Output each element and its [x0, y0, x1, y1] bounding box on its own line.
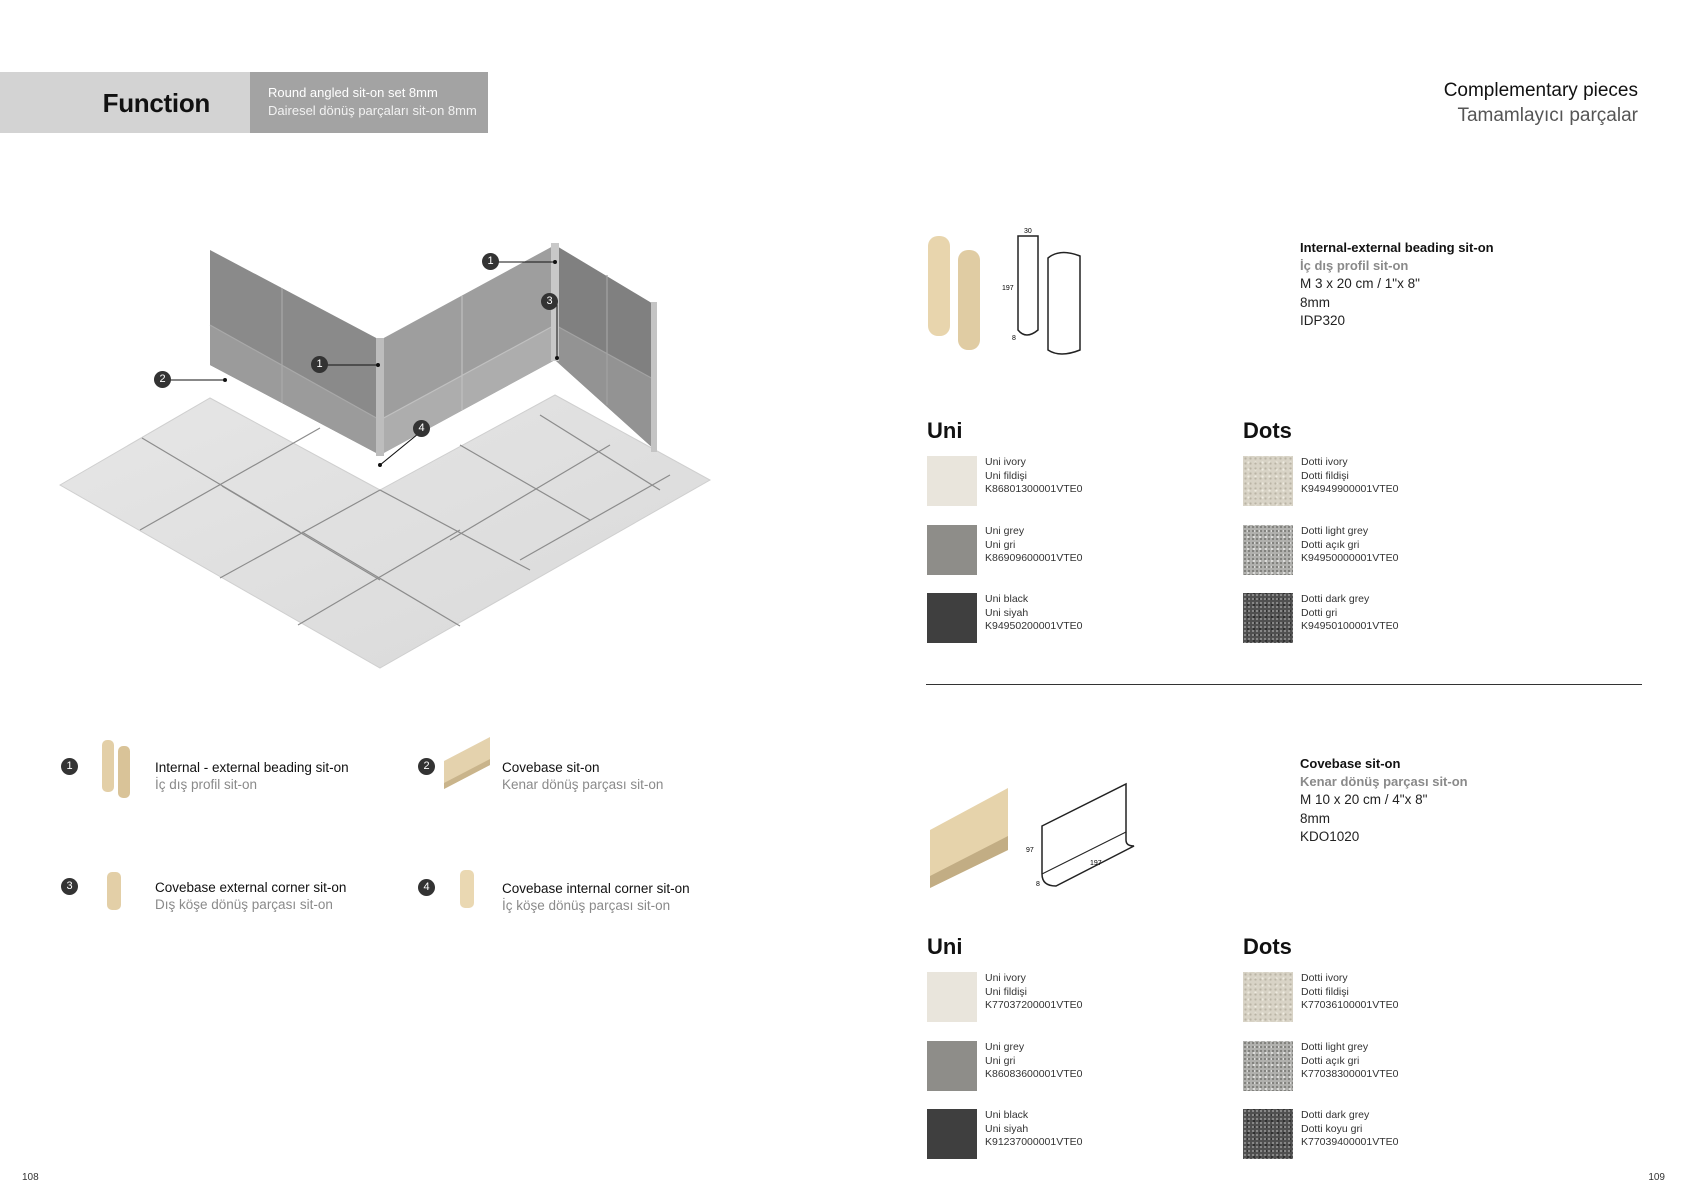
product-name-tr: İç dış profil sit-on: [1300, 258, 1409, 273]
covebase-product-image: [920, 770, 1140, 890]
swatch-info: [985, 972, 1083, 1013]
product-size: M 10 x 20 cm / 4"x 8": [1300, 792, 1428, 807]
callout-badge: 3: [541, 293, 558, 310]
color-swatch: [927, 972, 977, 1022]
swatch-name-tr: Uni gri: [985, 538, 1016, 551]
color-swatch: [927, 1041, 977, 1091]
swatch-code: K94950200001VTE0: [985, 620, 1083, 632]
swatch-name-en: Dotti ivory: [1301, 972, 1348, 984]
color-swatch-speckled: [1243, 1041, 1293, 1091]
section-header: [0, 72, 250, 133]
uni-title: Uni: [927, 934, 963, 959]
color-swatch: [927, 525, 977, 575]
color-swatch-speckled: [1243, 1109, 1293, 1159]
product-thickness: 8mm: [1300, 811, 1330, 826]
product-size: M 3 x 20 cm / 1"x 8": [1300, 276, 1420, 291]
legend-label-tr: İç köşe dönüş parçası sit-on: [502, 898, 671, 913]
swatch-name-tr: Uni fildişi: [985, 985, 1028, 998]
legend-label-en: Covebase sit-on: [502, 760, 600, 775]
dots-title: Dots: [1243, 934, 1292, 959]
swatch-name-tr: Uni siyah: [985, 1122, 1029, 1135]
legend-number: 4: [418, 879, 435, 896]
dim-label: 197: [1090, 860, 1102, 867]
swatch-info: [985, 1041, 1083, 1082]
product-code: KDO1020: [1300, 829, 1360, 844]
swatch-name-tr: Dotti açık gri: [1301, 1054, 1360, 1067]
dim-label: 97: [1026, 847, 1034, 854]
swatch-code: K94949900001VTE0: [1301, 483, 1399, 495]
callout-badge: 4: [413, 420, 430, 437]
page-number-right: 109: [1648, 1172, 1665, 1183]
internal-beading: [376, 338, 384, 456]
legend-label-tr: Dış köşe dönüş parçası sit-on: [155, 897, 333, 912]
swatch-name-tr: Dotti fildişi: [1301, 469, 1349, 482]
swatch-name-en: Uni ivory: [985, 456, 1026, 468]
dim-label: 8: [1036, 881, 1040, 888]
color-swatch-speckled: [1243, 593, 1293, 643]
swatch-info: [1301, 593, 1399, 634]
page-title-tr: Tamamlayıcı parçalar: [1457, 105, 1638, 126]
uni-title: Uni: [927, 418, 963, 443]
dim-label: 197: [1002, 285, 1014, 292]
swatch-name-en: Uni black: [985, 593, 1029, 605]
swatch-name-tr: Dotti gri: [1301, 606, 1338, 619]
legend-number: 1: [61, 758, 78, 775]
section-title: Function: [102, 88, 210, 118]
legend-label-en: Internal - external beading sit-on: [155, 760, 349, 775]
swatch-code: K77038300001VTE0: [1301, 1068, 1399, 1080]
dim-label: 8: [1012, 335, 1016, 342]
swatch-code: K86083600001VTE0: [985, 1068, 1083, 1080]
page-number-left: 108: [22, 1172, 39, 1183]
swatch-name-tr: Uni gri: [985, 1054, 1016, 1067]
section-subtitle-box: [250, 72, 488, 133]
color-swatch-speckled: [1243, 456, 1293, 506]
color-swatch-speckled: [1243, 525, 1293, 575]
internal-corner-piece-icon: [457, 868, 479, 912]
swatch-name-tr: Dotti koyu gri: [1301, 1122, 1363, 1135]
dots-title: Dots: [1243, 418, 1292, 443]
swatch-name-en: Dotti dark grey: [1301, 593, 1370, 605]
swatch-name-en: Uni grey: [985, 525, 1025, 537]
swatch-code: K91237000001VTE0: [985, 1136, 1083, 1148]
swatch-name-tr: Dotti açık gri: [1301, 538, 1360, 551]
dim-label: 30: [1024, 228, 1032, 235]
swatch-code: K94950000001VTE0: [1301, 552, 1399, 564]
swatch-name-en: Uni black: [985, 1109, 1029, 1121]
callout-badge: 1: [482, 253, 499, 270]
swatch-name-tr: Dotti fildişi: [1301, 985, 1349, 998]
covebase-piece-icon: [440, 735, 496, 791]
installation-diagram: [50, 240, 720, 680]
product-code: IDP320: [1300, 313, 1346, 328]
swatch-code: K77039400001VTE0: [1301, 1136, 1399, 1148]
color-swatch: [927, 593, 977, 643]
external-corner-piece-icon: [104, 870, 126, 914]
swatch-code: K86909600001VTE0: [985, 552, 1083, 564]
swatch-name-tr: Uni fildişi: [985, 469, 1028, 482]
swatch-info: [1301, 1041, 1399, 1082]
section-divider: [926, 684, 1642, 685]
product-thickness: 8mm: [1300, 295, 1330, 310]
swatch-info: [985, 1109, 1083, 1150]
swatch-code: K86801300001VTE0: [985, 483, 1083, 495]
legend-label-en: Covebase internal corner sit-on: [502, 881, 690, 896]
callout-badge: 1: [311, 356, 328, 373]
color-swatch-speckled: [1243, 972, 1293, 1022]
swatch-code: K77036100001VTE0: [1301, 999, 1399, 1011]
product-name-tr: Kenar dönüş parçası sit-on: [1300, 774, 1468, 789]
swatch-name-en: Uni ivory: [985, 972, 1026, 984]
end-beading: [651, 302, 657, 452]
swatch-info: [985, 593, 1083, 634]
product-name-en: Covebase sit-on: [1300, 756, 1401, 771]
swatch-name-tr: Uni siyah: [985, 606, 1029, 619]
beading-piece-icon: [98, 738, 136, 800]
legend-number: 2: [418, 758, 435, 775]
swatch-info: [985, 456, 1083, 497]
swatch-info: [1301, 456, 1399, 497]
legend-label-tr: İç dış profil sit-on: [155, 777, 258, 792]
color-swatch: [927, 456, 977, 506]
swatch-info: [1301, 1109, 1399, 1150]
swatch-info: [985, 525, 1083, 566]
swatch-name-en: Uni grey: [985, 1041, 1025, 1053]
swatch-name-en: Dotti ivory: [1301, 456, 1348, 468]
swatch-name-en: Dotti light grey: [1301, 1041, 1369, 1053]
swatch-info: [1301, 972, 1399, 1013]
page-title-en: Complementary pieces: [1443, 80, 1638, 101]
color-swatch: [927, 1109, 977, 1159]
swatch-name-en: Dotti dark grey: [1301, 1109, 1370, 1121]
swatch-name-en: Dotti light grey: [1301, 525, 1369, 537]
callout-badge: 2: [154, 371, 171, 388]
swatch-info: [1301, 525, 1399, 566]
subtitle-en: Round angled sit-on set 8mm: [268, 85, 438, 100]
legend-label-tr: Kenar dönüş parçası sit-on: [502, 777, 664, 792]
beading-product-image: [920, 228, 1090, 363]
legend-label-en: Covebase external corner sit-on: [155, 880, 347, 895]
subtitle-tr: Dairesel dönüş parçaları sit-on 8mm: [268, 103, 477, 118]
swatch-code: K94950100001VTE0: [1301, 620, 1399, 632]
product-name-en: Internal-external beading sit-on: [1300, 240, 1494, 255]
legend-number: 3: [61, 878, 78, 895]
swatch-code: K77037200001VTE0: [985, 999, 1083, 1011]
